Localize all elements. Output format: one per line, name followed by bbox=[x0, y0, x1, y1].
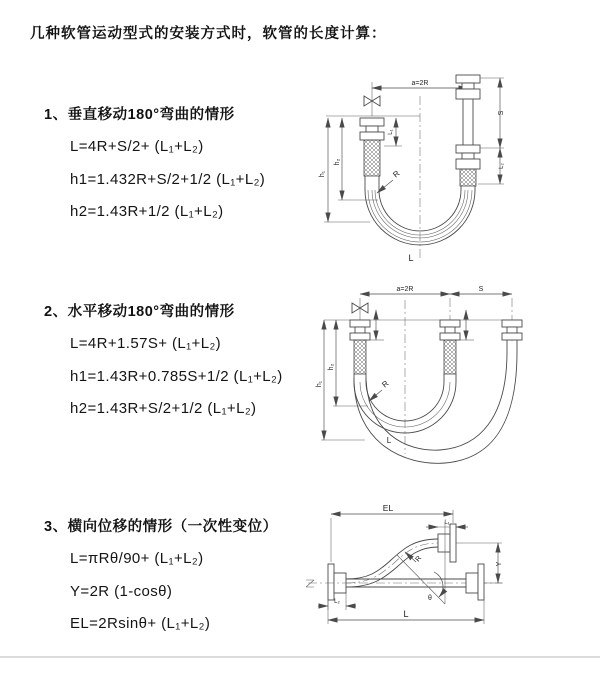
braided-hose-section bbox=[460, 169, 476, 186]
dim-label-a2r: a=2R bbox=[396, 286, 414, 293]
dim-label-y: Y bbox=[496, 561, 503, 567]
dim-label-a2r: a=2R bbox=[411, 80, 429, 87]
section-2-title: 水平移动180°弯曲的情形 bbox=[67, 304, 235, 320]
fitting-left bbox=[350, 320, 370, 382]
dim-label-l1: L₁ bbox=[444, 520, 450, 526]
scan-artifact-line bbox=[0, 656, 600, 658]
section-3-heading bbox=[44, 515, 278, 536]
section-2-heading bbox=[44, 300, 283, 321]
valve-icon bbox=[352, 298, 368, 320]
section-1-heading bbox=[44, 103, 265, 124]
diagram-vertical-180-bend bbox=[312, 72, 597, 267]
dim-label-h2: h₂ bbox=[328, 363, 335, 371]
flange-left bbox=[328, 564, 346, 600]
braided-hose-section bbox=[364, 140, 380, 176]
radius-label: R bbox=[391, 168, 402, 180]
dim-label-l1: L₁ bbox=[388, 129, 394, 135]
section-3-title: 横向位移的情形（一次性变位） bbox=[67, 519, 278, 535]
flange-right-straight bbox=[466, 564, 484, 600]
dim-label-h2: h₂ bbox=[334, 158, 341, 166]
length-label: L bbox=[403, 609, 409, 619]
section-3-formulas bbox=[70, 543, 278, 641]
radius-label: R bbox=[414, 554, 424, 564]
dimension-l1 bbox=[426, 520, 468, 527]
formula-h1: h1=1.432R+S/2+1/2 (L₁+L₂) bbox=[70, 170, 266, 188]
formula-length: L=πRθ/90+ (L₁+L₂) bbox=[70, 550, 204, 567]
fitting-left bbox=[360, 118, 384, 190]
dimension-l2 bbox=[318, 593, 356, 610]
diagram-horizontal-180-bend bbox=[310, 282, 595, 467]
section-horizontal-movement bbox=[44, 300, 283, 426]
section-1-title: 垂直移动180°弯曲的情形 bbox=[67, 107, 235, 123]
dimension-a2r bbox=[372, 80, 468, 94]
section-vertical-movement bbox=[44, 103, 265, 229]
section-2-number: 2、 bbox=[44, 304, 68, 320]
braided-hose-section bbox=[354, 340, 366, 374]
dimension-el bbox=[331, 503, 453, 562]
formula-y: Y=2R (1-cosθ) bbox=[70, 582, 173, 600]
dimension-fitting-middle-length bbox=[460, 310, 474, 340]
section-lateral-displacement bbox=[44, 515, 278, 641]
radius-callout bbox=[377, 169, 402, 193]
dim-label-h1: h₁ bbox=[319, 170, 326, 178]
dim-label-l2: L₂ bbox=[499, 163, 505, 169]
braided-hose-section bbox=[444, 340, 456, 374]
fitting-right-two-positions bbox=[456, 75, 480, 190]
formula-length: L=4R+1.57S+ (L₁+L₂) bbox=[70, 335, 222, 352]
radius-callout bbox=[369, 379, 391, 401]
diagram-lateral-displacement bbox=[298, 500, 513, 645]
fitting-right-displaced bbox=[502, 320, 522, 352]
dim-label-h1: h₁ bbox=[316, 380, 323, 388]
dimension-s-l2 bbox=[478, 78, 505, 184]
dimension-l1 bbox=[384, 118, 402, 146]
dim-label-s: S bbox=[478, 286, 484, 293]
hose-displaced-s-curve bbox=[346, 539, 438, 587]
dimension-a2r-s bbox=[360, 286, 512, 342]
section-2-formulas bbox=[70, 328, 283, 426]
angle-label: θ bbox=[428, 595, 432, 602]
formula-h1: h1=1.43R+0.785S+1/2 (L₁+L₂) bbox=[70, 367, 283, 385]
length-label: L bbox=[386, 436, 392, 445]
dim-label-s: S bbox=[498, 110, 505, 116]
section-1-formulas bbox=[70, 131, 265, 229]
radius-label: R bbox=[380, 378, 391, 390]
dim-label-l2: L₂ bbox=[334, 599, 340, 605]
section-1-number: 1、 bbox=[44, 107, 68, 123]
fitting-middle bbox=[440, 320, 460, 382]
section-3-number: 3、 bbox=[44, 519, 68, 535]
valve-icon bbox=[364, 94, 380, 116]
flange-upper-right bbox=[438, 524, 456, 562]
break-symbol bbox=[306, 580, 314, 587]
page-title: 几种软管运动型式的安装方式时，软管的长度计算： bbox=[30, 26, 387, 42]
hose-u-bend-displaced bbox=[354, 352, 517, 463]
formula-h2: h2=1.43R+S/2+1/2 (L₁+L₂) bbox=[70, 400, 257, 417]
formula-length: L=4R+S/2+ (L₁+L₂) bbox=[70, 138, 204, 155]
length-label: L bbox=[408, 253, 414, 263]
dimension-l bbox=[328, 600, 484, 624]
formula-el: EL=2Rsinθ+ (L₁+L₂) bbox=[70, 615, 211, 632]
dimension-fitting-left-length bbox=[370, 310, 384, 340]
dim-label-el: EL bbox=[382, 503, 394, 513]
formula-h2: h2=1.43R+1/2 (L₁+L₂) bbox=[70, 203, 224, 220]
